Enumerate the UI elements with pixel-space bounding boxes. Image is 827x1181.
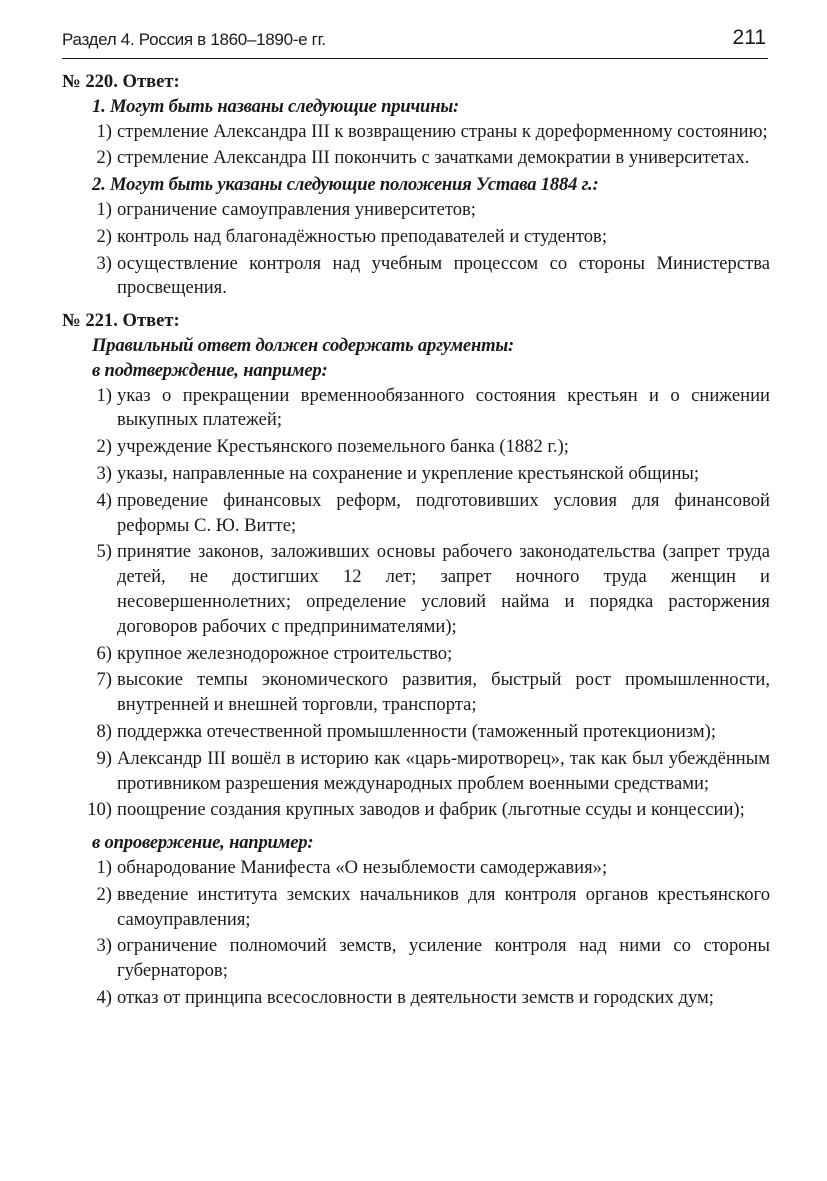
item-number: 1) xyxy=(96,384,112,406)
item-text: отказ от принципа всесословности в деятельности земств и городских дум; xyxy=(117,986,714,1008)
item-number: 5) xyxy=(96,541,112,563)
item-text: стремление Александра III к возвращению страны к дореформенному состоянию; xyxy=(117,120,768,142)
item-text: обнародование Манифеста «О незыблемости самодержавия»; xyxy=(117,856,608,878)
item-number: 8) xyxy=(96,720,112,742)
list-item xyxy=(62,883,770,933)
list-item xyxy=(62,225,770,250)
item-number: 1) xyxy=(96,120,112,142)
item-number: 2) xyxy=(96,436,112,458)
item-text: ограничение самоуправления университетов; xyxy=(117,198,476,220)
item-number: 3) xyxy=(96,462,112,484)
item-text: принятие законов, заложивших основы рабочего законодательства (запрет труда детей, не достигших 12 лет; запрет ночного труда женщин и несовершеннолетних; определение условий найма и порядка расторжения договоров рабочих с предпринимателями); xyxy=(117,541,770,637)
item-number: 3) xyxy=(96,935,112,957)
list-item xyxy=(62,934,770,984)
item-text: ограничение полномочий земств, усиление контроля над ними со стороны губернаторов; xyxy=(117,935,770,982)
item-number: 10) xyxy=(87,799,112,821)
list-item xyxy=(62,668,770,718)
item-number: 1) xyxy=(96,198,112,220)
list-item xyxy=(62,146,770,171)
answer-title: № 220. Ответ: xyxy=(62,71,180,92)
group-heading: в опровержение, например: xyxy=(92,832,314,854)
answer-list xyxy=(62,120,770,172)
item-text: указы, направленные на сохранение и укрепление крестьянской общины; xyxy=(117,462,700,484)
item-number: 2) xyxy=(96,225,112,247)
item-text: стремление Александра III покончить с зачатками демократии в университетах. xyxy=(117,147,750,169)
item-number: 3) xyxy=(96,252,112,274)
list-item xyxy=(62,489,770,539)
group-heading: в подтверждение, например: xyxy=(92,359,328,381)
group-heading: 1. Могут быть названы следующие причины: xyxy=(92,95,460,117)
answer-list xyxy=(62,856,770,1011)
answer-intro: Правильный ответ должен содержать аргументы: xyxy=(92,334,515,356)
list-item xyxy=(62,642,770,667)
item-text: контроль над благонадёжностью преподавателей и студентов; xyxy=(117,225,608,247)
item-number: 9) xyxy=(96,747,112,769)
item-text: указ о прекращении временнообязанного состояния крестьян и о снижении выкупных платежей; xyxy=(117,384,770,431)
answer-list xyxy=(62,384,770,824)
section-title: Раздел 4. Россия в 1860–1890-е гг. xyxy=(62,30,326,49)
answer-221 xyxy=(62,309,770,1011)
item-text: поддержка отечественной промышленности (таможенный протекционизм); xyxy=(117,720,717,742)
page-body xyxy=(62,70,770,1019)
item-number: 2) xyxy=(96,147,112,169)
item-text: учреждение Крестьянского поземельного банка (1882 г.); xyxy=(117,436,569,458)
item-text: Александр III вошёл в историю как «царь-миротворец», так как был убеждённым противником разрешения международных проблем военными средствами; xyxy=(117,747,770,794)
list-item xyxy=(62,540,770,639)
item-number: 4) xyxy=(96,986,112,1008)
item-number: 1) xyxy=(96,856,112,878)
item-number: 4) xyxy=(96,489,112,511)
item-text: проведение финансовых реформ, подготовивших условия для финансовой реформы С. Ю. Витте; xyxy=(117,489,770,536)
list-item xyxy=(62,798,770,823)
item-text: крупное железнодорожное строительство; xyxy=(117,642,453,664)
list-item xyxy=(62,435,770,460)
list-item xyxy=(62,462,770,487)
group-heading: 2. Могут быть указаны следующие положения Устава 1884 г.: xyxy=(92,174,599,196)
item-text: осуществление контроля над учебным процессом со стороны Министерства просвещения. xyxy=(117,252,770,299)
answer-220 xyxy=(62,70,770,301)
answer-list xyxy=(62,198,770,301)
list-item xyxy=(62,252,770,302)
running-header xyxy=(62,22,768,59)
item-number: 6) xyxy=(96,642,112,664)
list-item xyxy=(62,856,770,881)
item-number: 2) xyxy=(96,883,112,905)
page-number: 211 xyxy=(732,26,766,49)
answer-title: № 221. Ответ: xyxy=(62,310,180,332)
list-item xyxy=(62,986,770,1011)
list-item xyxy=(62,120,770,145)
list-item xyxy=(62,384,770,434)
list-item xyxy=(62,747,770,797)
list-item xyxy=(62,198,770,223)
item-text: высокие темпы экономического развития, быстрый рост промышленности, внутренней и внешней торговли, транспорта; xyxy=(117,669,770,716)
item-text: поощрение создания крупных заводов и фабрик (льготные ссуды и концессии); xyxy=(117,799,745,821)
item-number: 7) xyxy=(96,669,112,691)
item-text: введение института земских начальников для контроля органов крестьянского самоуправления; xyxy=(117,883,770,930)
list-item xyxy=(62,720,770,745)
